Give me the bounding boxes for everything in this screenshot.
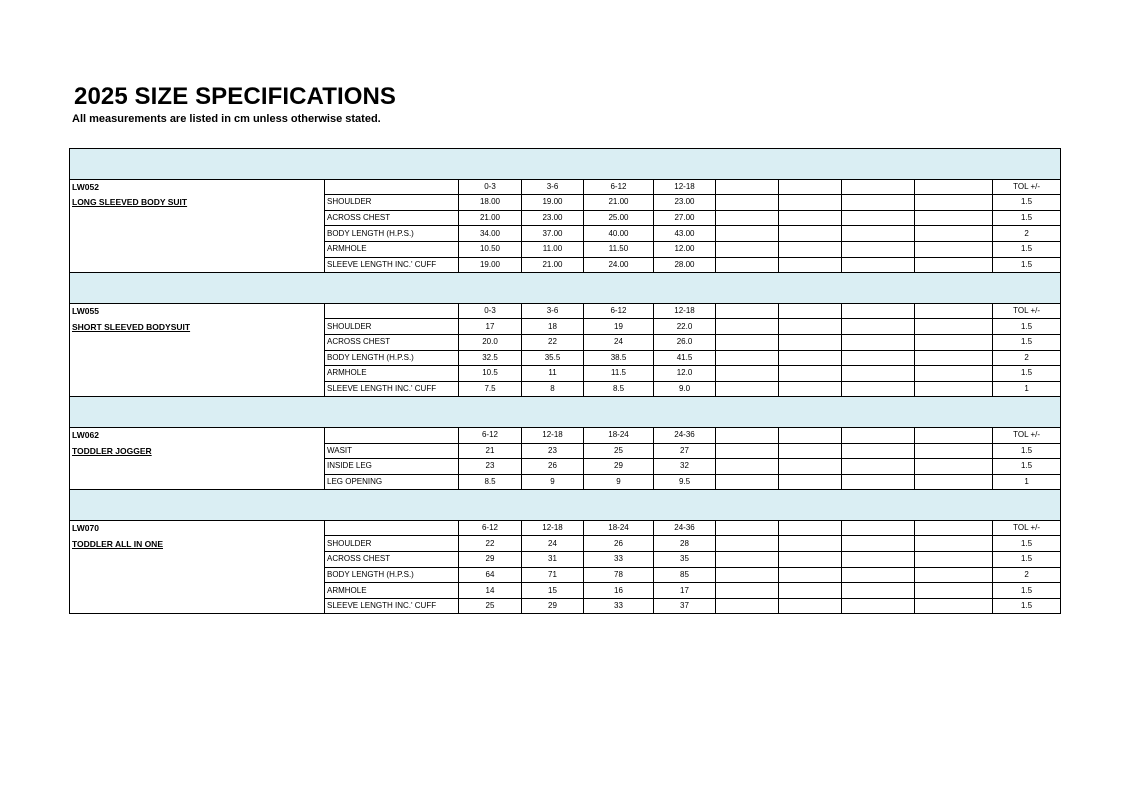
measurement-value: 19 [584, 319, 654, 335]
empty-cell [779, 226, 842, 242]
empty-cell [915, 210, 993, 226]
product-name-spacer [70, 257, 325, 273]
empty-cell [716, 179, 779, 195]
tol-header: TOL +/- [993, 303, 1061, 319]
size-header: 12-18 [654, 303, 716, 319]
size-header: 0-3 [459, 303, 522, 319]
measurement-value: 29 [584, 459, 654, 475]
product-name-spacer [70, 366, 325, 382]
tolerance-value: 2 [993, 567, 1061, 583]
size-spec-table [69, 148, 1061, 614]
measurement-label-header [325, 179, 459, 195]
empty-cell [779, 536, 842, 552]
measurement-value: 29 [522, 598, 584, 614]
measurement-value: 19.00 [459, 257, 522, 273]
empty-cell [842, 567, 915, 583]
table-row [70, 536, 1061, 552]
measurement-label: SHOULDER [325, 536, 459, 552]
table-row [70, 257, 1061, 273]
tolerance-value: 1.5 [993, 598, 1061, 614]
product-code: LW055 [70, 303, 325, 319]
empty-cell [779, 443, 842, 459]
empty-cell [716, 210, 779, 226]
measurement-value: 9.5 [654, 474, 716, 490]
measurement-value: 8.5 [584, 381, 654, 397]
empty-cell [779, 366, 842, 382]
empty-cell [779, 350, 842, 366]
measurement-label-header [325, 303, 459, 319]
product-header-row [70, 303, 1061, 319]
tol-header: TOL +/- [993, 427, 1061, 443]
page-title: 2025 SIZE SPECIFICATIONS [74, 83, 397, 110]
measurement-value: 23.00 [654, 195, 716, 211]
product-name-spacer [70, 334, 325, 350]
measurement-value: 71 [522, 567, 584, 583]
size-header: 18-24 [584, 520, 654, 536]
measurement-value: 32.5 [459, 350, 522, 366]
measurement-value: 11.00 [522, 241, 584, 257]
table-row [70, 381, 1061, 397]
product-code: LW070 [70, 520, 325, 536]
size-header: 0-3 [459, 179, 522, 195]
product-name-spacer [70, 567, 325, 583]
empty-cell [716, 459, 779, 475]
product-name-cell [70, 195, 325, 211]
measurement-value: 40.00 [584, 226, 654, 242]
empty-cell [716, 366, 779, 382]
measurement-label: SLEEVE LENGTH INC.' CUFF [325, 257, 459, 273]
empty-cell [779, 257, 842, 273]
measurement-value: 24 [584, 334, 654, 350]
measurement-value: 22 [459, 536, 522, 552]
empty-cell [716, 443, 779, 459]
size-header: 24-36 [654, 520, 716, 536]
measurement-value: 27.00 [654, 210, 716, 226]
empty-cell [915, 334, 993, 350]
product-name-spacer [70, 552, 325, 568]
measurement-value: 32 [654, 459, 716, 475]
product-code: LW052 [70, 179, 325, 195]
product-name: TODDLER JOGGER [72, 445, 152, 456]
measurement-value: 23 [459, 459, 522, 475]
product-name-cell [70, 443, 325, 459]
measurement-value: 17 [459, 319, 522, 335]
empty-cell [915, 474, 993, 490]
empty-cell [779, 179, 842, 195]
tolerance-value: 1.5 [993, 334, 1061, 350]
tolerance-value: 2 [993, 226, 1061, 242]
measurement-label: SHOULDER [325, 319, 459, 335]
measurement-value: 11 [522, 366, 584, 382]
empty-cell [716, 319, 779, 335]
tolerance-value: 1.5 [993, 241, 1061, 257]
empty-cell [842, 474, 915, 490]
section-band-cell [70, 490, 1061, 521]
empty-cell [915, 459, 993, 475]
measurement-value: 26 [584, 536, 654, 552]
empty-cell [915, 443, 993, 459]
measurement-value: 7.5 [459, 381, 522, 397]
table-row [70, 195, 1061, 211]
measurement-value: 85 [654, 567, 716, 583]
empty-cell [915, 257, 993, 273]
empty-cell [915, 226, 993, 242]
empty-cell [842, 598, 915, 614]
measurement-value: 24.00 [584, 257, 654, 273]
empty-cell [915, 319, 993, 335]
empty-cell [842, 334, 915, 350]
empty-cell [915, 552, 993, 568]
section-band-cell [70, 273, 1061, 304]
measurement-value: 18 [522, 319, 584, 335]
product-name-spacer [70, 474, 325, 490]
empty-cell [779, 210, 842, 226]
measurement-value: 17 [654, 583, 716, 599]
measurement-value: 9.0 [654, 381, 716, 397]
measurement-value: 8.5 [459, 474, 522, 490]
empty-cell [842, 520, 915, 536]
empty-cell [779, 381, 842, 397]
table-row [70, 567, 1061, 583]
measurement-value: 18.00 [459, 195, 522, 211]
measurement-value: 14 [459, 583, 522, 599]
section-band [70, 490, 1061, 521]
empty-cell [915, 195, 993, 211]
tolerance-value: 1.5 [993, 366, 1061, 382]
empty-cell [842, 241, 915, 257]
size-header: 6-12 [459, 427, 522, 443]
measurement-value: 24 [522, 536, 584, 552]
empty-cell [842, 583, 915, 599]
tolerance-value: 1.5 [993, 443, 1061, 459]
measurement-value: 64 [459, 567, 522, 583]
table-row [70, 226, 1061, 242]
empty-cell [716, 334, 779, 350]
product-header-row [70, 520, 1061, 536]
tolerance-value: 1.5 [993, 319, 1061, 335]
empty-cell [915, 598, 993, 614]
measurement-label: SLEEVE LENGTH INC.' CUFF [325, 598, 459, 614]
section-band [70, 149, 1061, 180]
empty-cell [779, 303, 842, 319]
measurement-value: 23.00 [522, 210, 584, 226]
empty-cell [915, 536, 993, 552]
measurement-value: 34.00 [459, 226, 522, 242]
measurement-value: 31 [522, 552, 584, 568]
measurement-value: 26 [522, 459, 584, 475]
measurement-value: 78 [584, 567, 654, 583]
empty-cell [842, 381, 915, 397]
size-header: 3-6 [522, 179, 584, 195]
table-row [70, 474, 1061, 490]
measurement-value: 10.5 [459, 366, 522, 382]
table-row [70, 443, 1061, 459]
empty-cell [779, 598, 842, 614]
product-name: TODDLER ALL IN ONE [72, 538, 163, 549]
measurement-value: 25 [584, 443, 654, 459]
empty-cell [915, 241, 993, 257]
empty-cell [779, 520, 842, 536]
tolerance-value: 1.5 [993, 257, 1061, 273]
tolerance-value: 1.5 [993, 536, 1061, 552]
measurement-value: 20.0 [459, 334, 522, 350]
measurement-value: 38.5 [584, 350, 654, 366]
size-header: 24-36 [654, 427, 716, 443]
measurement-label: BODY LENGTH (H.P.S.) [325, 350, 459, 366]
tol-header: TOL +/- [993, 179, 1061, 195]
measurement-value: 35.5 [522, 350, 584, 366]
empty-cell [779, 195, 842, 211]
measurement-value: 43.00 [654, 226, 716, 242]
measurement-label: ACROSS CHEST [325, 334, 459, 350]
measurement-value: 29 [459, 552, 522, 568]
product-code: LW062 [70, 427, 325, 443]
empty-cell [716, 567, 779, 583]
empty-cell [716, 536, 779, 552]
measurement-value: 21.00 [459, 210, 522, 226]
size-header: 6-12 [459, 520, 522, 536]
empty-cell [779, 459, 842, 475]
empty-cell [716, 583, 779, 599]
measurement-value: 19.00 [522, 195, 584, 211]
measurement-value: 37 [654, 598, 716, 614]
measurement-label: BODY LENGTH (H.P.S.) [325, 567, 459, 583]
size-header: 3-6 [522, 303, 584, 319]
empty-cell [915, 366, 993, 382]
table-row [70, 552, 1061, 568]
empty-cell [716, 195, 779, 211]
product-header-row [70, 427, 1061, 443]
measurement-label: ARMHOLE [325, 366, 459, 382]
empty-cell [842, 226, 915, 242]
empty-cell [842, 443, 915, 459]
product-name-spacer [70, 226, 325, 242]
empty-cell [779, 241, 842, 257]
section-band [70, 397, 1061, 428]
measurement-value: 9 [584, 474, 654, 490]
section-band-cell [70, 397, 1061, 428]
measurement-value: 9 [522, 474, 584, 490]
empty-cell [842, 366, 915, 382]
empty-cell [716, 598, 779, 614]
measurement-label: SLEEVE LENGTH INC.' CUFF [325, 381, 459, 397]
product-name-spacer [70, 583, 325, 599]
empty-cell [779, 334, 842, 350]
product-name-cell [70, 536, 325, 552]
measurement-value: 21.00 [584, 195, 654, 211]
empty-cell [716, 552, 779, 568]
empty-cell [779, 427, 842, 443]
empty-cell [915, 350, 993, 366]
product-name: LONG SLEEVED BODY SUIT [72, 197, 188, 208]
measurement-value: 16 [584, 583, 654, 599]
empty-cell [779, 583, 842, 599]
tolerance-value: 2 [993, 350, 1061, 366]
measurement-label: SHOULDER [325, 195, 459, 211]
empty-cell [915, 567, 993, 583]
product-name-spacer [70, 350, 325, 366]
measurement-value: 28.00 [654, 257, 716, 273]
table-row [70, 241, 1061, 257]
page-subtitle: All measurements are listed in cm unless otherwise stated. [72, 113, 381, 125]
empty-cell [915, 381, 993, 397]
measurement-value: 33 [584, 552, 654, 568]
empty-cell [842, 552, 915, 568]
tolerance-value: 1.5 [993, 552, 1061, 568]
measurement-value: 10.50 [459, 241, 522, 257]
product-name-cell [70, 319, 325, 335]
empty-cell [842, 350, 915, 366]
measurement-label: ARMHOLE [325, 241, 459, 257]
measurement-label: ACROSS CHEST [325, 210, 459, 226]
empty-cell [716, 257, 779, 273]
measurement-value: 35 [654, 552, 716, 568]
empty-cell [779, 552, 842, 568]
measurement-value: 27 [654, 443, 716, 459]
empty-cell [842, 210, 915, 226]
tolerance-value: 1 [993, 474, 1061, 490]
product-header-row [70, 179, 1061, 195]
measurement-value: 15 [522, 583, 584, 599]
measurement-value: 8 [522, 381, 584, 397]
measurement-value: 22 [522, 334, 584, 350]
measurement-label: WASIT [325, 443, 459, 459]
measurement-value: 21.00 [522, 257, 584, 273]
measurement-label: ACROSS CHEST [325, 552, 459, 568]
empty-cell [779, 474, 842, 490]
measurement-value: 26.0 [654, 334, 716, 350]
table-row [70, 319, 1061, 335]
measurement-value: 33 [584, 598, 654, 614]
size-header: 6-12 [584, 179, 654, 195]
section-band [70, 273, 1061, 304]
table-row [70, 350, 1061, 366]
empty-cell [842, 179, 915, 195]
measurement-value: 11.50 [584, 241, 654, 257]
product-name: SHORT SLEEVED BODYSUIT [72, 321, 191, 332]
table-row [70, 210, 1061, 226]
empty-cell [716, 226, 779, 242]
empty-cell [716, 427, 779, 443]
table-row [70, 366, 1061, 382]
size-header: 18-24 [584, 427, 654, 443]
empty-cell [716, 381, 779, 397]
table-row [70, 459, 1061, 475]
empty-cell [716, 241, 779, 257]
measurement-value: 28 [654, 536, 716, 552]
size-header: 12-18 [522, 520, 584, 536]
measurement-label: BODY LENGTH (H.P.S.) [325, 226, 459, 242]
empty-cell [915, 427, 993, 443]
tolerance-value: 1.5 [993, 210, 1061, 226]
empty-cell [842, 536, 915, 552]
empty-cell [842, 195, 915, 211]
empty-cell [842, 303, 915, 319]
measurement-label: INSIDE LEG [325, 459, 459, 475]
empty-cell [915, 583, 993, 599]
tolerance-value: 1.5 [993, 195, 1061, 211]
measurement-value: 25 [459, 598, 522, 614]
measurement-value: 11.5 [584, 366, 654, 382]
measurement-value: 23 [522, 443, 584, 459]
empty-cell [842, 427, 915, 443]
measurement-value: 25.00 [584, 210, 654, 226]
size-header: 6-12 [584, 303, 654, 319]
product-name-spacer [70, 459, 325, 475]
size-header: 12-18 [522, 427, 584, 443]
measurement-value: 41.5 [654, 350, 716, 366]
measurement-label: ARMHOLE [325, 583, 459, 599]
section-band-cell [70, 149, 1061, 180]
tolerance-value: 1.5 [993, 583, 1061, 599]
measurement-value: 22.0 [654, 319, 716, 335]
table-row [70, 598, 1061, 614]
empty-cell [716, 303, 779, 319]
measurement-label-header [325, 520, 459, 536]
measurement-value: 37.00 [522, 226, 584, 242]
measurement-label: LEG OPENING [325, 474, 459, 490]
empty-cell [915, 179, 993, 195]
tolerance-value: 1 [993, 381, 1061, 397]
product-name-spacer [70, 598, 325, 614]
empty-cell [716, 350, 779, 366]
table-row [70, 583, 1061, 599]
tol-header: TOL +/- [993, 520, 1061, 536]
empty-cell [716, 474, 779, 490]
empty-cell [915, 520, 993, 536]
measurement-value: 12.00 [654, 241, 716, 257]
table-row [70, 334, 1061, 350]
measurement-value: 12.0 [654, 366, 716, 382]
product-name-spacer [70, 381, 325, 397]
empty-cell [842, 459, 915, 475]
empty-cell [842, 257, 915, 273]
empty-cell [716, 520, 779, 536]
empty-cell [779, 319, 842, 335]
product-name-spacer [70, 241, 325, 257]
product-name-spacer [70, 210, 325, 226]
size-header: 12-18 [654, 179, 716, 195]
tolerance-value: 1.5 [993, 459, 1061, 475]
measurement-label-header [325, 427, 459, 443]
empty-cell [842, 319, 915, 335]
empty-cell [915, 303, 993, 319]
measurement-value: 21 [459, 443, 522, 459]
empty-cell [779, 567, 842, 583]
